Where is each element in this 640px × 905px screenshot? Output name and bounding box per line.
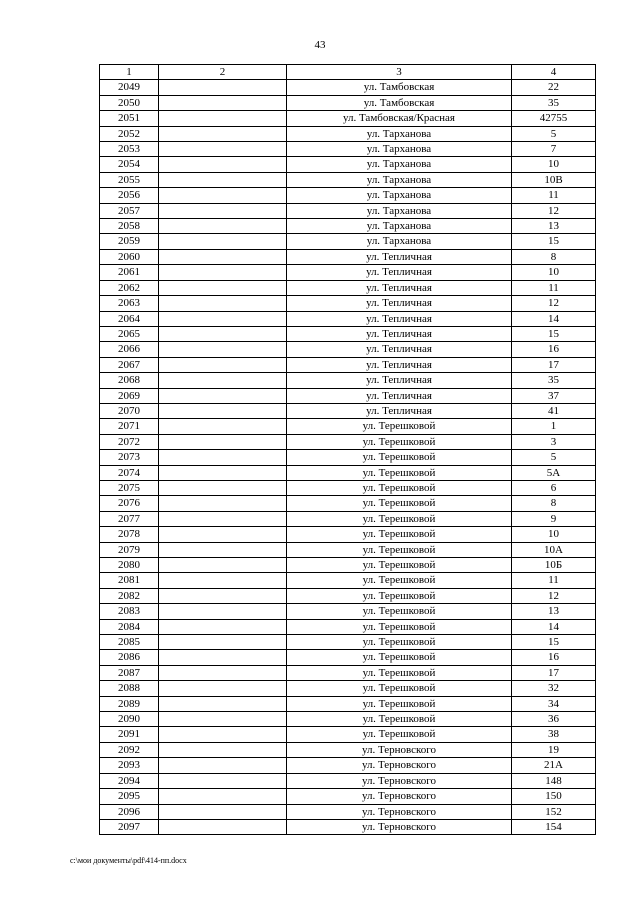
house-number-cell: 148 bbox=[512, 773, 596, 788]
empty-cell bbox=[159, 773, 287, 788]
table-row bbox=[100, 80, 596, 95]
empty-cell bbox=[159, 111, 287, 126]
row-number-cell: 2090 bbox=[100, 712, 159, 727]
street-cell: ул. Терешковой bbox=[287, 665, 512, 680]
row-number-cell: 2074 bbox=[100, 465, 159, 480]
row-number-cell: 2077 bbox=[100, 511, 159, 526]
house-number-cell: 37 bbox=[512, 388, 596, 403]
house-number-cell: 17 bbox=[512, 665, 596, 680]
street-cell: ул. Терешковой bbox=[287, 650, 512, 665]
table-row bbox=[100, 496, 596, 511]
empty-cell bbox=[159, 635, 287, 650]
row-number-cell: 2068 bbox=[100, 373, 159, 388]
house-number-cell: 8 bbox=[512, 496, 596, 511]
row-number-cell: 2087 bbox=[100, 665, 159, 680]
street-cell: ул. Тепличная bbox=[287, 280, 512, 295]
house-number-cell: 22 bbox=[512, 80, 596, 95]
address-table-container bbox=[99, 64, 596, 835]
table-row bbox=[100, 742, 596, 757]
house-number-cell: 10 bbox=[512, 157, 596, 172]
row-number-cell: 2055 bbox=[100, 172, 159, 187]
street-cell: ул. Тепличная bbox=[287, 326, 512, 341]
house-number-cell: 35 bbox=[512, 95, 596, 110]
row-number-cell: 2054 bbox=[100, 157, 159, 172]
table-row bbox=[100, 450, 596, 465]
column-header-4: 4 bbox=[512, 65, 596, 80]
street-cell: ул. Тарханова bbox=[287, 234, 512, 249]
row-number-cell: 2070 bbox=[100, 403, 159, 418]
table-row bbox=[100, 819, 596, 834]
house-number-cell: 36 bbox=[512, 712, 596, 727]
empty-cell bbox=[159, 203, 287, 218]
house-number-cell: 42755 bbox=[512, 111, 596, 126]
empty-cell bbox=[159, 311, 287, 326]
table-row bbox=[100, 712, 596, 727]
table-row bbox=[100, 665, 596, 680]
empty-cell bbox=[159, 511, 287, 526]
row-number-cell: 2076 bbox=[100, 496, 159, 511]
street-cell: ул. Терновского bbox=[287, 789, 512, 804]
empty-cell bbox=[159, 373, 287, 388]
house-number-cell: 11 bbox=[512, 188, 596, 203]
house-number-cell: 12 bbox=[512, 203, 596, 218]
table-row bbox=[100, 172, 596, 187]
empty-cell bbox=[159, 742, 287, 757]
empty-cell bbox=[159, 542, 287, 557]
empty-cell bbox=[159, 681, 287, 696]
table-row bbox=[100, 203, 596, 218]
house-number-cell: 5А bbox=[512, 465, 596, 480]
row-number-cell: 2093 bbox=[100, 758, 159, 773]
empty-cell bbox=[159, 727, 287, 742]
street-cell: ул. Тарханова bbox=[287, 172, 512, 187]
house-number-cell: 10Б bbox=[512, 558, 596, 573]
empty-cell bbox=[159, 95, 287, 110]
empty-cell bbox=[159, 265, 287, 280]
table-header-row bbox=[100, 65, 596, 80]
row-number-cell: 2094 bbox=[100, 773, 159, 788]
table-row bbox=[100, 296, 596, 311]
table-row bbox=[100, 604, 596, 619]
house-number-cell: 150 bbox=[512, 789, 596, 804]
street-cell: ул. Терешковой bbox=[287, 696, 512, 711]
street-cell: ул. Тепличная bbox=[287, 388, 512, 403]
house-number-cell: 41 bbox=[512, 403, 596, 418]
row-number-cell: 2052 bbox=[100, 126, 159, 141]
table-row bbox=[100, 219, 596, 234]
house-number-cell: 34 bbox=[512, 696, 596, 711]
empty-cell bbox=[159, 712, 287, 727]
row-number-cell: 2078 bbox=[100, 527, 159, 542]
street-cell: ул. Терешковой bbox=[287, 558, 512, 573]
table-row bbox=[100, 388, 596, 403]
row-number-cell: 2073 bbox=[100, 450, 159, 465]
address-table bbox=[99, 64, 596, 835]
empty-cell bbox=[159, 665, 287, 680]
street-cell: ул. Тамбовская bbox=[287, 95, 512, 110]
empty-cell bbox=[159, 80, 287, 95]
row-number-cell: 2079 bbox=[100, 542, 159, 557]
row-number-cell: 2056 bbox=[100, 188, 159, 203]
empty-cell bbox=[159, 496, 287, 511]
table-row bbox=[100, 126, 596, 141]
table-row bbox=[100, 635, 596, 650]
table-row bbox=[100, 681, 596, 696]
empty-cell bbox=[159, 419, 287, 434]
street-cell: ул. Терновского bbox=[287, 773, 512, 788]
table-row bbox=[100, 357, 596, 372]
empty-cell bbox=[159, 573, 287, 588]
row-number-cell: 2097 bbox=[100, 819, 159, 834]
street-cell: ул. Терешковой bbox=[287, 727, 512, 742]
house-number-cell: 10А bbox=[512, 542, 596, 557]
house-number-cell: 17 bbox=[512, 357, 596, 372]
table-row bbox=[100, 188, 596, 203]
street-cell: ул. Терешковой bbox=[287, 496, 512, 511]
street-cell: ул. Терешковой bbox=[287, 619, 512, 634]
empty-cell bbox=[159, 126, 287, 141]
empty-cell bbox=[159, 157, 287, 172]
table-row bbox=[100, 588, 596, 603]
table-row bbox=[100, 311, 596, 326]
street-cell: ул. Терешковой bbox=[287, 419, 512, 434]
house-number-cell: 19 bbox=[512, 742, 596, 757]
row-number-cell: 2080 bbox=[100, 558, 159, 573]
table-row bbox=[100, 619, 596, 634]
house-number-cell: 32 bbox=[512, 681, 596, 696]
row-number-cell: 2049 bbox=[100, 80, 159, 95]
row-number-cell: 2064 bbox=[100, 311, 159, 326]
house-number-cell: 15 bbox=[512, 635, 596, 650]
row-number-cell: 2059 bbox=[100, 234, 159, 249]
table-row bbox=[100, 758, 596, 773]
table-row bbox=[100, 434, 596, 449]
empty-cell bbox=[159, 434, 287, 449]
empty-cell bbox=[159, 619, 287, 634]
street-cell: ул. Тарханова bbox=[287, 219, 512, 234]
house-number-cell: 15 bbox=[512, 234, 596, 249]
table-row bbox=[100, 234, 596, 249]
street-cell: ул. Тепличная bbox=[287, 249, 512, 264]
table-row bbox=[100, 789, 596, 804]
row-number-cell: 2091 bbox=[100, 727, 159, 742]
table-row bbox=[100, 111, 596, 126]
row-number-cell: 2057 bbox=[100, 203, 159, 218]
empty-cell bbox=[159, 388, 287, 403]
table-row bbox=[100, 342, 596, 357]
row-number-cell: 2065 bbox=[100, 326, 159, 341]
street-cell: ул. Тарханова bbox=[287, 188, 512, 203]
house-number-cell: 5 bbox=[512, 450, 596, 465]
house-number-cell: 11 bbox=[512, 573, 596, 588]
house-number-cell: 16 bbox=[512, 342, 596, 357]
table-row bbox=[100, 265, 596, 280]
empty-cell bbox=[159, 558, 287, 573]
empty-cell bbox=[159, 789, 287, 804]
table-row bbox=[100, 542, 596, 557]
table-row bbox=[100, 573, 596, 588]
empty-cell bbox=[159, 234, 287, 249]
empty-cell bbox=[159, 296, 287, 311]
table-row bbox=[100, 95, 596, 110]
street-cell: ул. Тарханова bbox=[287, 157, 512, 172]
row-number-cell: 2072 bbox=[100, 434, 159, 449]
row-number-cell: 2058 bbox=[100, 219, 159, 234]
column-header-3: 3 bbox=[287, 65, 512, 80]
house-number-cell: 10В bbox=[512, 172, 596, 187]
row-number-cell: 2069 bbox=[100, 388, 159, 403]
street-cell: ул. Терешковой bbox=[287, 573, 512, 588]
street-cell: ул. Терновского bbox=[287, 758, 512, 773]
empty-cell bbox=[159, 219, 287, 234]
empty-cell bbox=[159, 465, 287, 480]
empty-cell bbox=[159, 480, 287, 495]
street-cell: ул. Терешковой bbox=[287, 712, 512, 727]
table-row bbox=[100, 249, 596, 264]
row-number-cell: 2050 bbox=[100, 95, 159, 110]
empty-cell bbox=[159, 650, 287, 665]
street-cell: ул. Тарханова bbox=[287, 126, 512, 141]
house-number-cell: 5 bbox=[512, 126, 596, 141]
empty-cell bbox=[159, 403, 287, 418]
row-number-cell: 2071 bbox=[100, 419, 159, 434]
row-number-cell: 2082 bbox=[100, 588, 159, 603]
house-number-cell: 13 bbox=[512, 604, 596, 619]
empty-cell bbox=[159, 188, 287, 203]
street-cell: ул. Терешковой bbox=[287, 511, 512, 526]
house-number-cell: 8 bbox=[512, 249, 596, 264]
empty-cell bbox=[159, 342, 287, 357]
house-number-cell: 9 bbox=[512, 511, 596, 526]
street-cell: ул. Терновского bbox=[287, 742, 512, 757]
house-number-cell: 10 bbox=[512, 527, 596, 542]
table-row bbox=[100, 465, 596, 480]
house-number-cell: 7 bbox=[512, 142, 596, 157]
street-cell: ул. Терешковой bbox=[287, 681, 512, 696]
row-number-cell: 2089 bbox=[100, 696, 159, 711]
house-number-cell: 12 bbox=[512, 588, 596, 603]
empty-cell bbox=[159, 142, 287, 157]
empty-cell bbox=[159, 696, 287, 711]
house-number-cell: 13 bbox=[512, 219, 596, 234]
house-number-cell: 21А bbox=[512, 758, 596, 773]
street-cell: ул. Терешковой bbox=[287, 450, 512, 465]
street-cell: ул. Тепличная bbox=[287, 357, 512, 372]
house-number-cell: 14 bbox=[512, 311, 596, 326]
table-row bbox=[100, 480, 596, 495]
table-row bbox=[100, 157, 596, 172]
row-number-cell: 2075 bbox=[100, 480, 159, 495]
house-number-cell: 14 bbox=[512, 619, 596, 634]
house-number-cell: 3 bbox=[512, 434, 596, 449]
empty-cell bbox=[159, 280, 287, 295]
row-number-cell: 2066 bbox=[100, 342, 159, 357]
street-cell: ул. Терновского bbox=[287, 804, 512, 819]
street-cell: ул. Тепличная bbox=[287, 342, 512, 357]
house-number-cell: 11 bbox=[512, 280, 596, 295]
empty-cell bbox=[159, 249, 287, 264]
table-row bbox=[100, 403, 596, 418]
street-cell: ул. Терешковой bbox=[287, 588, 512, 603]
table-row bbox=[100, 326, 596, 341]
row-number-cell: 2063 bbox=[100, 296, 159, 311]
row-number-cell: 2088 bbox=[100, 681, 159, 696]
table-row bbox=[100, 650, 596, 665]
empty-cell bbox=[159, 819, 287, 834]
table-row bbox=[100, 419, 596, 434]
page-number: 43 bbox=[314, 39, 326, 51]
table-row bbox=[100, 773, 596, 788]
empty-cell bbox=[159, 357, 287, 372]
house-number-cell: 10 bbox=[512, 265, 596, 280]
street-cell: ул. Тепличная bbox=[287, 311, 512, 326]
table-row bbox=[100, 280, 596, 295]
street-cell: ул. Тамбовская bbox=[287, 80, 512, 95]
street-cell: ул. Терешковой bbox=[287, 465, 512, 480]
table-row bbox=[100, 804, 596, 819]
row-number-cell: 2084 bbox=[100, 619, 159, 634]
house-number-cell: 35 bbox=[512, 373, 596, 388]
row-number-cell: 2085 bbox=[100, 635, 159, 650]
table-row bbox=[100, 511, 596, 526]
house-number-cell: 152 bbox=[512, 804, 596, 819]
row-number-cell: 2062 bbox=[100, 280, 159, 295]
empty-cell bbox=[159, 588, 287, 603]
row-number-cell: 2061 bbox=[100, 265, 159, 280]
table-row bbox=[100, 727, 596, 742]
row-number-cell: 2060 bbox=[100, 249, 159, 264]
column-header-1: 1 bbox=[100, 65, 159, 80]
empty-cell bbox=[159, 758, 287, 773]
row-number-cell: 2086 bbox=[100, 650, 159, 665]
table-row bbox=[100, 373, 596, 388]
street-cell: ул. Тепличная bbox=[287, 265, 512, 280]
empty-cell bbox=[159, 527, 287, 542]
column-header-2: 2 bbox=[159, 65, 287, 80]
row-number-cell: 2095 bbox=[100, 789, 159, 804]
table-row bbox=[100, 558, 596, 573]
row-number-cell: 2092 bbox=[100, 742, 159, 757]
house-number-cell: 38 bbox=[512, 727, 596, 742]
street-cell: ул. Терешковой bbox=[287, 434, 512, 449]
table-body bbox=[100, 80, 596, 835]
house-number-cell: 15 bbox=[512, 326, 596, 341]
row-number-cell: 2083 bbox=[100, 604, 159, 619]
street-cell: ул. Терешковой bbox=[287, 480, 512, 495]
house-number-cell: 12 bbox=[512, 296, 596, 311]
table-row bbox=[100, 527, 596, 542]
street-cell: ул. Тарханова bbox=[287, 203, 512, 218]
empty-cell bbox=[159, 172, 287, 187]
house-number-cell: 1 bbox=[512, 419, 596, 434]
empty-cell bbox=[159, 450, 287, 465]
street-cell: ул. Терешковой bbox=[287, 635, 512, 650]
street-cell: ул. Терешковой bbox=[287, 542, 512, 557]
house-number-cell: 16 bbox=[512, 650, 596, 665]
street-cell: ул. Терешковой bbox=[287, 527, 512, 542]
row-number-cell: 2053 bbox=[100, 142, 159, 157]
street-cell: ул. Тарханова bbox=[287, 142, 512, 157]
street-cell: ул. Тепличная bbox=[287, 403, 512, 418]
street-cell: ул. Терновского bbox=[287, 819, 512, 834]
row-number-cell: 2096 bbox=[100, 804, 159, 819]
table-row bbox=[100, 696, 596, 711]
table-row bbox=[100, 142, 596, 157]
house-number-cell: 6 bbox=[512, 480, 596, 495]
street-cell: ул. Тепличная bbox=[287, 373, 512, 388]
row-number-cell: 2081 bbox=[100, 573, 159, 588]
row-number-cell: 2051 bbox=[100, 111, 159, 126]
empty-cell bbox=[159, 326, 287, 341]
street-cell: ул. Тамбовская/Красная bbox=[287, 111, 512, 126]
file-path-footer: c:\мои документы\pdf\414-пп.docx bbox=[70, 856, 187, 865]
empty-cell bbox=[159, 604, 287, 619]
street-cell: ул. Тепличная bbox=[287, 296, 512, 311]
empty-cell bbox=[159, 804, 287, 819]
row-number-cell: 2067 bbox=[100, 357, 159, 372]
street-cell: ул. Терешковой bbox=[287, 604, 512, 619]
house-number-cell: 154 bbox=[512, 819, 596, 834]
